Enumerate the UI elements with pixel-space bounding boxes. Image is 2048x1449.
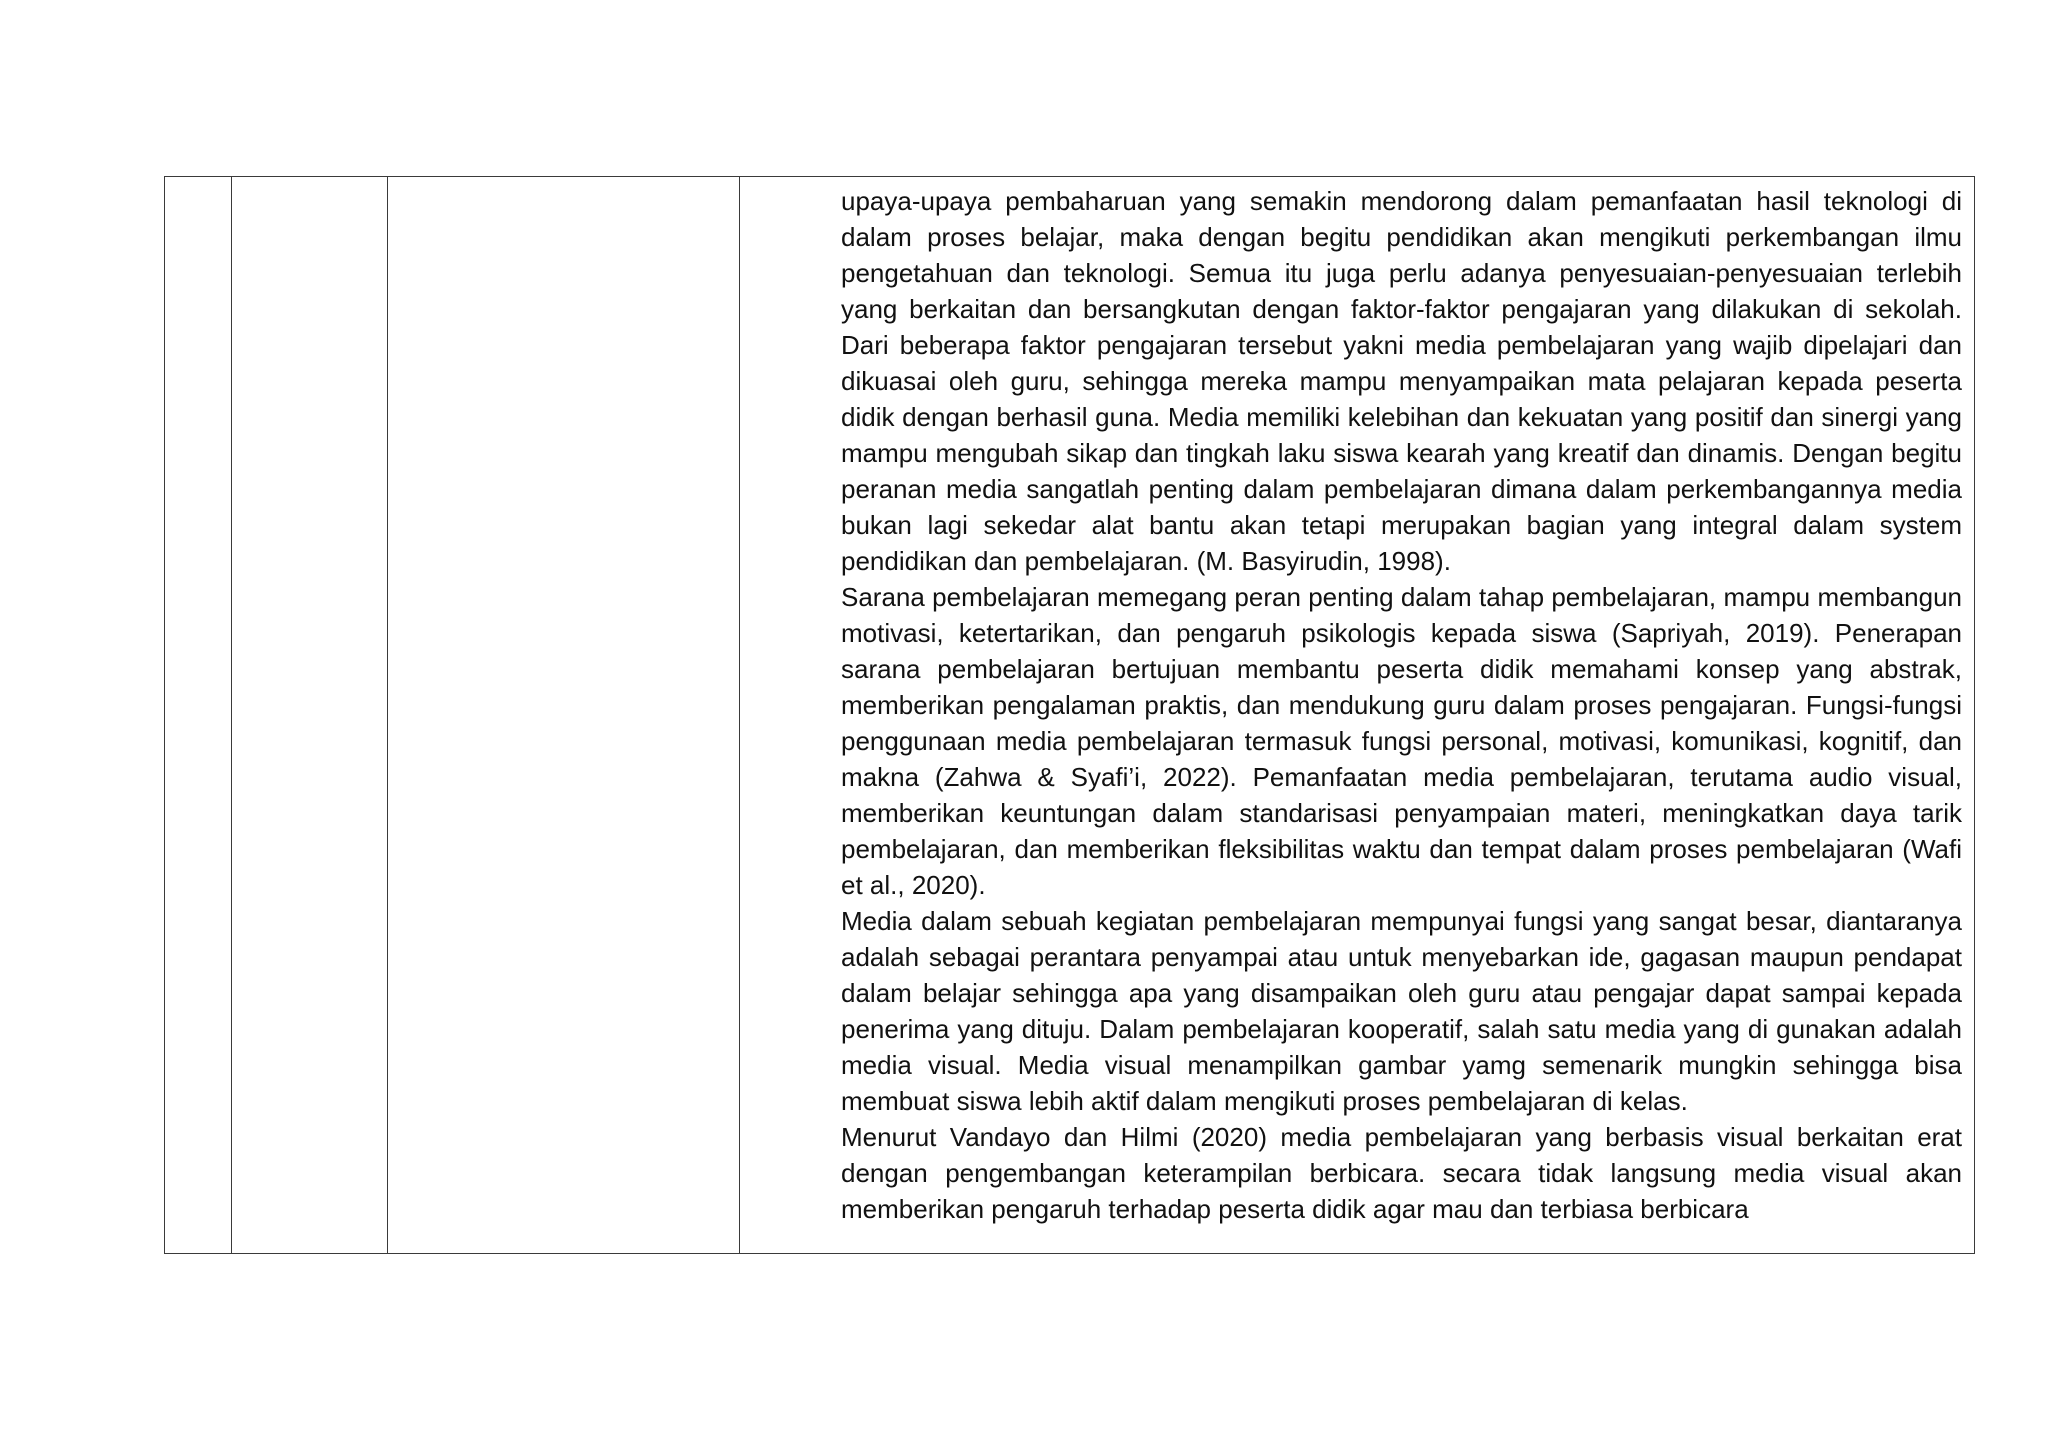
body-paragraph: Media dalam sebuah kegiatan pembelajaran mempunyai fungsi yang sangat besar, diantaranya adalah sebagai perantara penyampai atau untuk menyebarkan ide, gagasan maupun pendapat dalam belajar sehingga apa yang disampaikan oleh guru atau pengajar dapat sampai kepada penerima yang dituju. Dalam pembelajaran kooperatif, salah satu media yang di gunakan adalah media visual. Media visual menampilkan gambar yamg semenarik mungkin sehingga bisa membuat siswa lebih aktif dalam mengikuti proses pembelajaran di kelas. [841,906,1962,1116]
table-column-divider [739,177,740,1253]
document-table [164,176,1975,1254]
table-content-cell [841,183,1962,1249]
table-column-divider [387,177,388,1253]
body-paragraph: upaya-upaya pembaharuan yang semakin mendorong dalam pemanfaatan hasil teknologi di dalam proses belajar, maka dengan begitu pendidikan akan mengikuti perkembangan ilmu pengetahuan dan teknologi. Semua itu juga perlu adanya penyesuaian-penyesuaian terlebih yang berkaitan dan bersangkutan dengan faktor-faktor pengajaran yang dilakukan di sekolah. Dari beberapa faktor pengajaran tersebut yakni media pembelajaran yang wajib dipelajari dan dikuasai oleh guru, sehingga mereka mampu menyampaikan mata pelajaran kepada peserta didik dengan berhasil guna. Media memiliki kelebihan dan kekuatan yang positif dan sinergi yang mampu mengubah sikap dan tingkah laku siswa kearah yang kreatif dan dinamis. Dengan begitu peranan media sangatlah penting dalam pembelajaran dimana dalam perkembangannya media bukan lagi sekedar alat bantu akan tetapi merupakan bagian yang integral dalam system pendidikan dan pembelajaran. (M. Basyirudin, 1998). [841,186,1962,576]
body-paragraph: Sarana pembelajaran memegang peran penting dalam tahap pembelajaran, mampu membangun motivasi, ketertarikan, dan pengaruh psikologis kepada siswa (Sapriyah, 2019). Penerapan sarana pembelajaran bertujuan membantu peserta didik memahami konsep yang abstrak, memberikan pengalaman praktis, dan mendukung guru dalam proses pengajaran. Fungsi-fungsi penggunaan media pembelajaran termasuk fungsi personal, motivasi, komunikasi, kognitif, dan makna (Zahwa & Syafi’i, 2022). Pemanfaatan media pembelajaran, terutama audio visual, memberikan keuntungan dalam standarisasi penyampaian materi, meningkatkan daya tarik pembelajaran, dan memberikan fleksibilitas waktu dan tempat dalam proses pembelajaran (Wafi et al., 2020). [841,582,1962,900]
table-column-divider [231,177,232,1253]
body-paragraph: Menurut Vandayo dan Hilmi (2020) media pembelajaran yang berbasis visual berkaitan erat dengan pengembangan keterampilan berbicara. secara tidak langsung media visual akan memberikan pengaruh terhadap peserta didik agar mau dan terbiasa berbicara [841,1122,1962,1224]
